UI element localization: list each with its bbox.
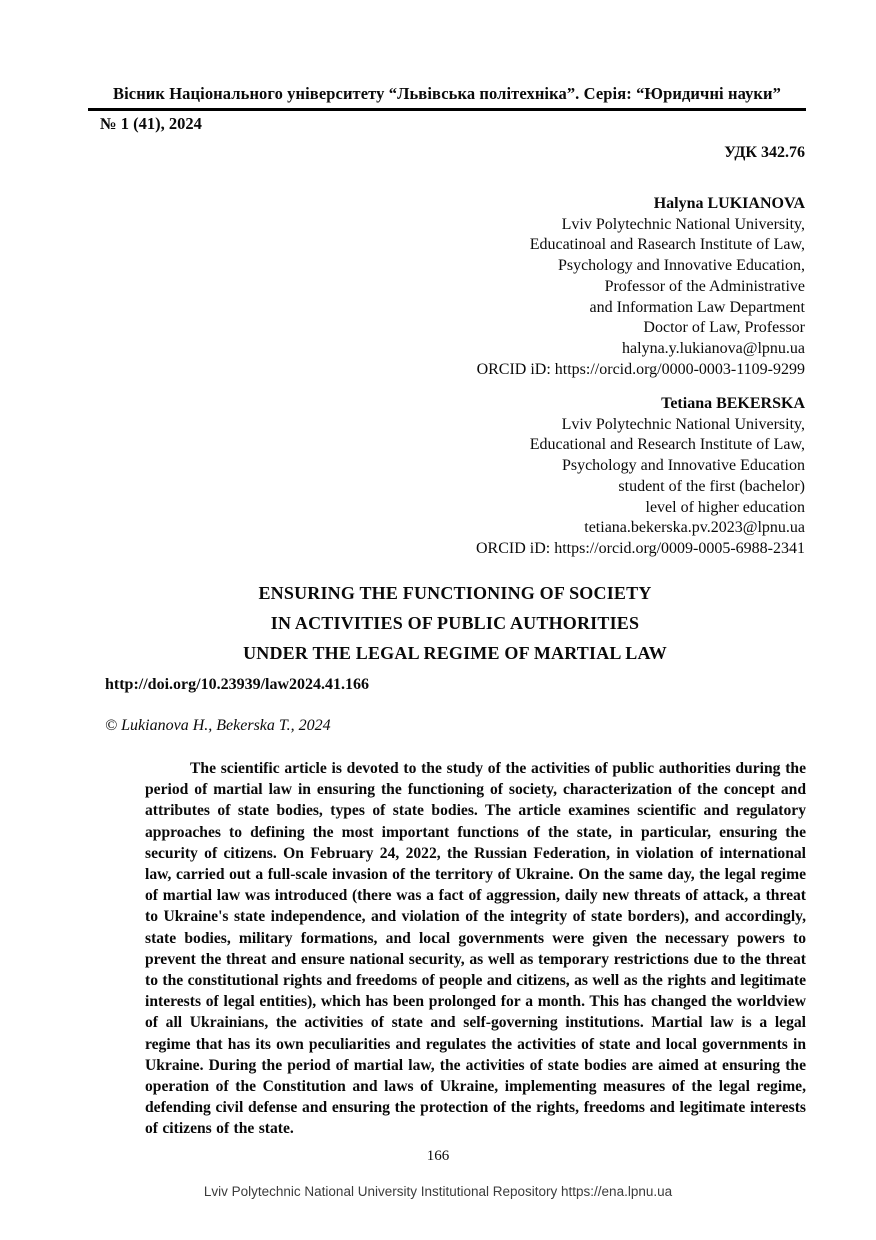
author-block-bekerska bbox=[105, 394, 805, 560]
page-number: 166 bbox=[426, 1148, 450, 1164]
doi-link: http://doi.org/10.23939/law2024.41.166 bbox=[105, 676, 370, 693]
journal-issue: № 1 (41), 2024 bbox=[100, 114, 202, 133]
author-block-lukianova bbox=[105, 194, 805, 380]
author-affiliation-line: Doctor of Law, Professor bbox=[643, 319, 805, 337]
author-name: Tetiana BEKERSKA bbox=[661, 395, 805, 412]
author-orcid: ORCID iD: https://orcid.org/0009-0005-6988-2341 bbox=[475, 539, 805, 557]
author-affiliation-line: Psychology and Innovative Education bbox=[561, 457, 805, 475]
article-title-line: UNDER THE LEGAL REGIME OF MARTIAL LAW bbox=[243, 643, 667, 663]
abstract-text: The scientific article is devoted to the study of the activities of public authorities during the period of martial law in ensuring the functioning of society, characterization of the concept and attributes of state bodies, types of state bodies. The article examines scientific and regulatory approaches to defining the most important functions of the state, in particular, ensuring the security of citizens. On February 24, 2022, the Russian Federation, in violation of international law, carried out a full-scale invasion of the territory of Ukraine. On the same day, the legal regime of martial law was introduced (there was a fact of aggression, daily new threats of attack, a threat to Ukraine's state independence, and violation of the integrity of state borders), and accordingly, state bodies, military formations, and local governments were given the necessary powers to prevent the threat and ensure national security, as well as temporary restrictions due to the threat to the constitutional rights and freedoms of people and citizens, as well as the rights and legitimate interests of legal entities), which has been prolonged for a month. This has changed the worldview of all Ukrainians, the activities of state and self-governing institutions. Martial law is a legal regime that has its own peculiarities and regulates the activities of state and local governments in Ukraine. During the period of martial law, the activities of state bodies are aimed at ensuring the operation of the Constitution and laws of Ukraine, implementing measures of the legal regime, defending civil defense and ensuring the protection of the rights, freedoms and legitimate interests of citizens of the state. bbox=[145, 760, 806, 1138]
author-affiliation-line: Educational and Research Institute of Law, bbox=[529, 436, 805, 454]
author-affiliation-line: Lviv Polytechnic National University, bbox=[561, 415, 805, 433]
author-affiliation-line: Professor of the Administrative bbox=[604, 277, 805, 295]
journal-header bbox=[88, 84, 806, 134]
article-title-line: ENSURING THE FUNCTIONING OF SOCIETY bbox=[258, 583, 652, 603]
author-affiliation-line: Educatinoal and Rasearch Institute of Law, bbox=[529, 236, 805, 254]
author-affiliation-line: Lviv Polytechnic National University, bbox=[561, 215, 805, 233]
author-name: Halyna LUKIANOVA bbox=[653, 195, 805, 212]
author-affiliation-line: and Information Law Department bbox=[589, 298, 805, 316]
author-orcid: ORCID iD: https://orcid.org/0000-0003-1109-9299 bbox=[476, 360, 805, 378]
journal-title: Вісник Національного університету “Львівська політехніка”. Серія: “Юридичні науки” bbox=[88, 84, 806, 111]
copyright-line: © Lukianova H., Bekerska T., 2024 bbox=[105, 717, 331, 734]
author-email: tetiana.bekerska.pv.2023@lpnu.ua bbox=[584, 519, 805, 537]
udc-code: УДК 342.76 bbox=[724, 144, 805, 161]
article-title bbox=[105, 578, 805, 668]
repository-footer: Lviv Polytechnic National University Institutional Repository https://ena.lpnu.ua bbox=[203, 1184, 673, 1199]
author-email: halyna.y.lukianova@lpnu.ua bbox=[622, 339, 805, 357]
author-affiliation-line: student of the first (bachelor) bbox=[618, 477, 805, 495]
article-title-line: IN ACTIVITIES OF PUBLIC AUTHORITIES bbox=[270, 613, 640, 633]
author-affiliation-line: Psychology and Innovative Education, bbox=[557, 257, 805, 275]
author-affiliation-line: level of higher education bbox=[645, 498, 805, 516]
